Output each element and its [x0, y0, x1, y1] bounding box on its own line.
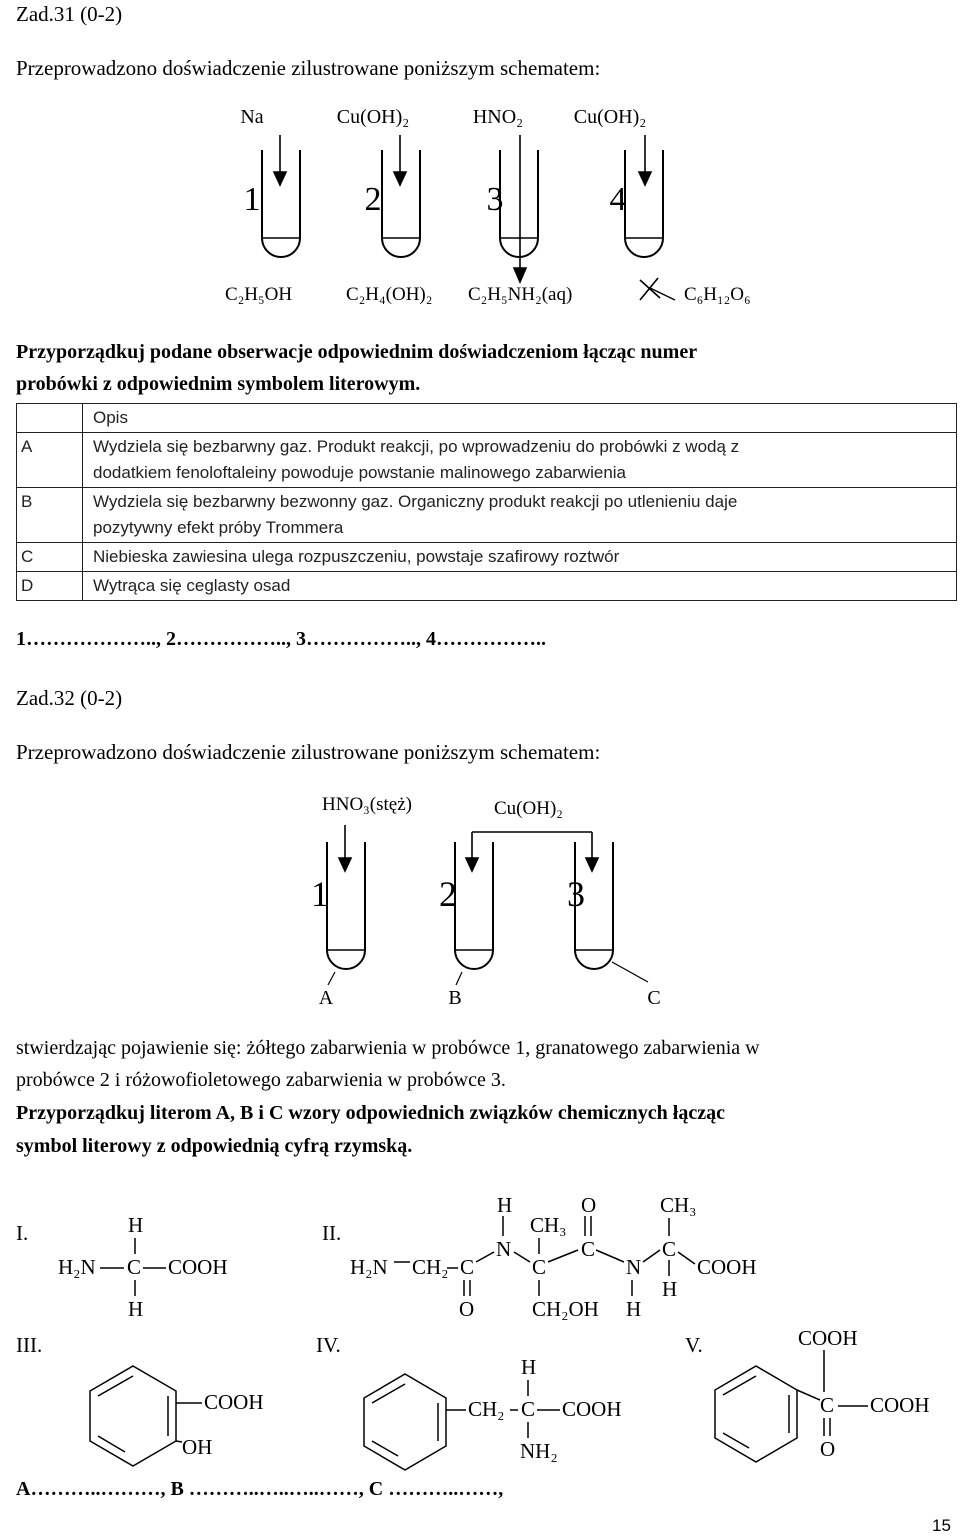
task31-instruction-line2: probówki z odpowiednim symbolem literowym.: [16, 373, 421, 395]
row-description: Wytrąca się ceglasty osad: [83, 572, 957, 601]
task32-answer-line: A………..………, B ………..…..…..……, C ………..……,: [16, 1478, 504, 1500]
numeral-I: I.: [16, 1221, 29, 1245]
substrate-2: C₂H₄(OH)₂: [346, 284, 433, 305]
struct2-COOH: COOH: [697, 1255, 757, 1279]
task32-instruction-line1: Przyporządkuj literom A, B i C wzory odpowiednich związków chemicznych łącząc: [16, 1102, 725, 1124]
reagent-4: Cu(OH)₂: [573, 106, 647, 128]
struct2-C1: C: [460, 1255, 475, 1279]
row-description: Niebieska zawiesina ulega rozpuszczeniu, powstaje szafirowy roztwór: [83, 543, 957, 572]
struct2-CH3-b: CH₃: [660, 1193, 697, 1217]
tube-number-3: 3: [486, 181, 504, 218]
struct5-COOH-top: COOH: [798, 1326, 858, 1350]
struct1-COOH: COOH: [168, 1255, 228, 1279]
tube-number-2: 2: [364, 181, 382, 218]
task32-tube-number-2: 2: [439, 874, 457, 914]
struct1-H2N: H₂N: [58, 1255, 96, 1279]
task32-reagent-2: Cu(OH)₂: [494, 798, 563, 819]
substrate-1: C₂H₅OH: [225, 284, 293, 305]
reagent-3: HNO₂: [472, 106, 524, 128]
table-row: [17, 572, 957, 601]
row-description: [83, 488, 957, 543]
table-row: [17, 488, 957, 543]
task32-instruction-line2: symbol literowy z odpowiednią cyfrą rzymską.: [16, 1135, 413, 1157]
page-number: 15: [932, 1516, 951, 1535]
struct4-COOH: COOH: [562, 1397, 622, 1421]
struct2-CH3-a: CH₃: [530, 1213, 567, 1237]
struct1-C: C: [127, 1255, 142, 1279]
task32-tube-number-1: 1: [311, 874, 329, 914]
struct2-C2: C: [532, 1255, 547, 1279]
struct2-CH2: CH₂: [412, 1255, 449, 1279]
struct5-C: C: [820, 1393, 835, 1417]
table-header-empty: [17, 404, 83, 433]
struct2-H-N1: H: [497, 1193, 513, 1217]
substrate-3: C₂H₅NH₂(aq): [468, 284, 573, 305]
struct4-H: H: [521, 1355, 537, 1379]
struct4-CH2: CH₂: [468, 1397, 505, 1421]
struct3-COOH: COOH: [204, 1390, 264, 1414]
struct2-H-C4: H: [662, 1277, 678, 1301]
row-description-line: pozytywny efekt próby Trommera: [93, 518, 344, 537]
task32-text-line2: probówce 2 i różowofioletowego zabarwienia w probówce 3.: [16, 1069, 506, 1091]
struct2-O1: O: [459, 1297, 475, 1321]
struct3-OH: OH: [182, 1435, 213, 1459]
struct5-COOH: COOH: [870, 1393, 930, 1417]
numeral-V: V.: [685, 1333, 703, 1357]
struct2-H-N2: H: [626, 1297, 642, 1321]
table-row: [17, 543, 957, 572]
task32-diagram: [0, 820, 960, 1020]
row-description-line: Wydziela się bezbarwny gaz. Produkt reakcji, po wprowadzeniu do probówki z wodą z: [93, 437, 740, 456]
task32-tube-number-3: 3: [567, 874, 585, 914]
task32-intro: Przeprowadzono doświadczenie zilustrowane poniższym schematem:: [16, 740, 601, 764]
struct2-CH2OH: CH₂OH: [532, 1297, 599, 1321]
table-header-row: [17, 404, 957, 433]
task32-reagent-1: HNO₃(stęż): [322, 794, 412, 815]
struct4-NH2: NH₂: [520, 1439, 558, 1463]
numeral-IV: IV.: [316, 1333, 341, 1357]
struct2-H2N: H₂N: [350, 1255, 388, 1279]
numeral-III: III.: [16, 1333, 43, 1357]
reagent-2: Cu(OH)₂: [336, 106, 410, 128]
task32-title: Zad.32 (0-2): [16, 686, 123, 710]
table-header-opis: Opis: [83, 404, 957, 433]
struct4-C: C: [521, 1397, 536, 1421]
struct2-C3: C: [581, 1237, 596, 1261]
substrate-4: C₆H₁₂O₆: [684, 284, 751, 305]
task32-substrate-B: B: [448, 987, 462, 1009]
struct2-N1: N: [496, 1237, 512, 1261]
struct2-N2: N: [626, 1255, 642, 1279]
row-letter: A: [17, 433, 83, 488]
task31-title: Zad.31 (0-2): [16, 2, 123, 26]
observations-table: [16, 403, 957, 601]
struct5-O: O: [820, 1437, 836, 1461]
row-description-line: Wydziela się bezbarwny bezwonny gaz. Organiczny produkt reakcji po utlenieniu daje: [93, 492, 738, 511]
task31-intro: Przeprowadzono doświadczenie zilustrowane poniższym schematem:: [16, 56, 601, 80]
task32-substrate-C: C: [647, 987, 661, 1009]
tube-number-4: 4: [609, 181, 627, 218]
task31-answer-line: 1……………….., 2…………….., 3…………….., 4……………..: [16, 628, 546, 650]
reagent-1: Na: [240, 106, 264, 128]
struct1-H-top: H: [128, 1213, 144, 1237]
struct1-H-bottom: H: [128, 1297, 144, 1321]
task31-instruction-line1: Przyporządkuj podane obserwacje odpowiednim doświadczeniom łącząc numer: [16, 341, 698, 363]
row-letter: B: [17, 488, 83, 543]
row-description-line: dodatkiem fenoloftaleiny powoduje powstanie malinowego zabarwienia: [93, 463, 627, 482]
struct2-C4: C: [662, 1237, 677, 1261]
numeral-II: II.: [322, 1221, 342, 1245]
structures-panel: [0, 1180, 960, 1500]
row-description: [83, 433, 957, 488]
table-row: [17, 433, 957, 488]
task32-substrate-A: A: [318, 987, 334, 1009]
task32-text-line1: stwierdzając pojawienie się: żółtego zabarwienia w probówce 1, granatowego zabarwienia w: [16, 1037, 760, 1059]
tube-number-1: 1: [243, 181, 261, 218]
row-letter: D: [17, 572, 83, 601]
row-letter: C: [17, 543, 83, 572]
struct2-O2: O: [581, 1193, 597, 1217]
